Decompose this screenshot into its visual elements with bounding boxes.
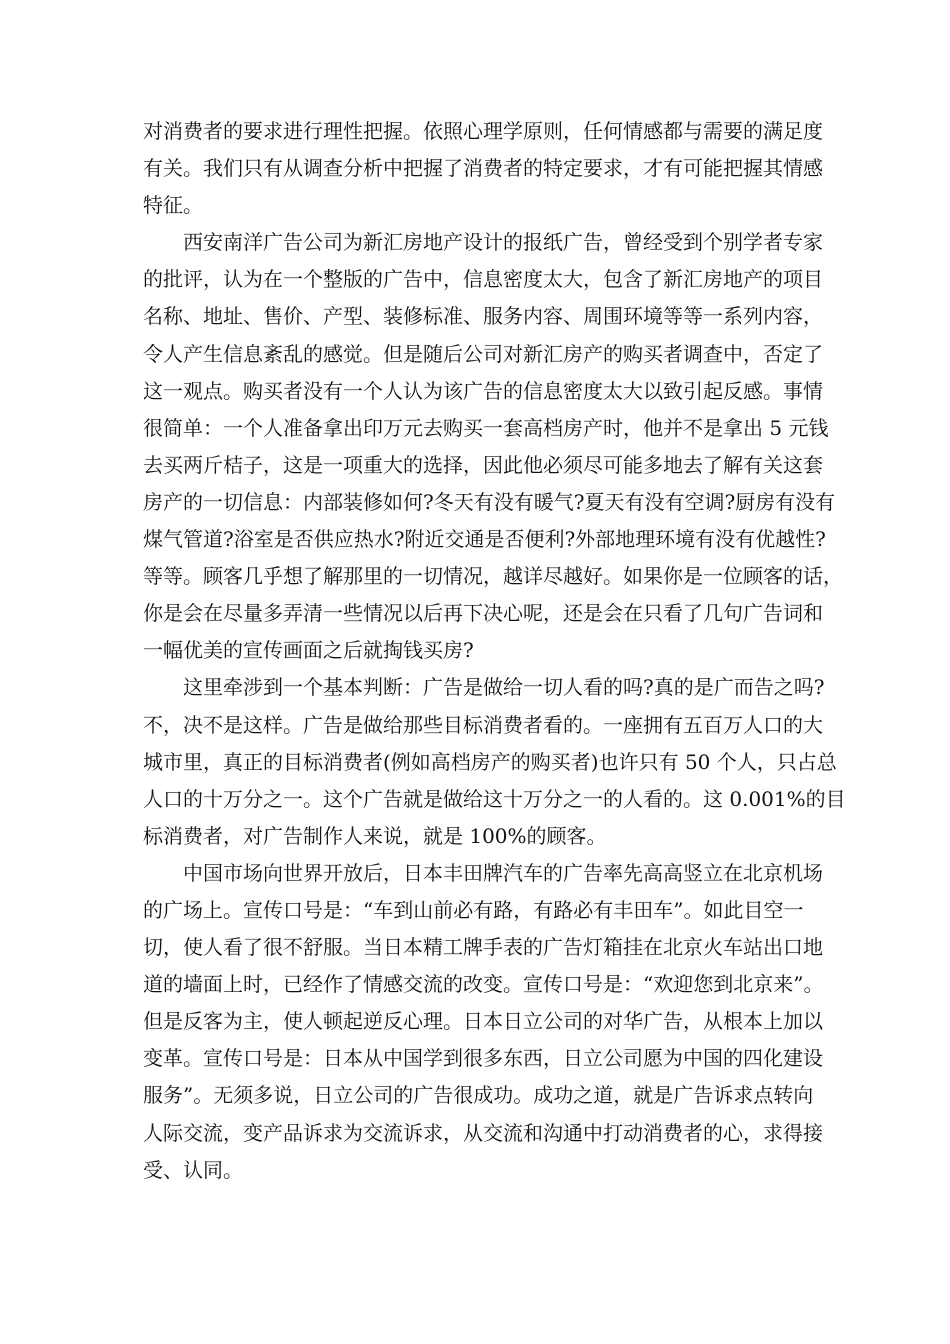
text-line: 中国市场向世界开放后，日本丰田牌汽车的广告率先高高竖立在北京机场: [183, 860, 823, 885]
text-line: 服务”。无须多说，日立公司的广告很成功。成功之道，就是广告诉求点转向: [143, 1083, 814, 1108]
text-line: 的批评，认为在一个整版的广告中，信息密度太大，包含了新汇房地产的项目: [143, 267, 823, 292]
text-line: 有关。我们只有从调查分析中把握了消费者的特定要求，才有可能把握其情感: [143, 156, 823, 181]
text-line: 这一观点。购买者没有一个人认为该广告的信息密度太大以致引起反感。事情: [143, 378, 823, 403]
text-line: 你是会在尽量多弄清一些情况以后再下决心呢，还是会在只看了几句广告词和: [143, 601, 823, 626]
text-line: 受、认同。: [143, 1157, 243, 1182]
text-line: 切，使人看了很不舒服。当日本精工牌手表的广告灯箱挂在北京火车站出口地: [143, 935, 823, 960]
text-line: 人际交流，变产品诉求为交流诉求，从交流和沟通中打动消费者的心，求得接: [143, 1120, 823, 1145]
text-line: 城市里，真正的目标消费者(例如高档房产的购买者)也许只有 50 个人，只占总: [143, 749, 837, 774]
text-line: 标消费者，对广告制作人来说，就是 100%的顾客。: [143, 823, 607, 848]
text-line: 这里牵涉到一个基本判断：广告是做给一切人看的吗?真的是广而告之吗?: [183, 675, 825, 700]
text-line: 令人产生信息紊乱的感觉。但是随后公司对新汇房产的购买者调查中，否定了: [143, 341, 823, 366]
text-line: 但是反客为主，使人顿起逆反心理。日本日立公司的对华广告，从根本上加以: [143, 1009, 823, 1034]
paragraph-2: [143, 224, 843, 669]
paragraph-1: [143, 113, 823, 224]
text-line: 一幅优美的宣传画面之后就掏钱买房?: [143, 638, 474, 663]
text-line: 名称、地址、售价、产型、装修标准、服务内容、周围环境等等一系列内容，: [143, 304, 823, 329]
text-line: 人口的十万分之一。这个广告就是做给这十万分之一的人看的。这 0.001%的目: [143, 786, 846, 811]
text-line: 对消费者的要求进行理性把握。依照心理学原则，任何情感都与需要的满足度: [143, 119, 823, 143]
paragraph-3: [143, 669, 846, 854]
text-line: 的广场上。宣传口号是：“车到山前必有路，有路必有丰田车”。如此目空一: [143, 897, 804, 922]
text-line: 去买两斤桔子，这是一项重大的选择，因此他必须尽可能多地去了解有关这套: [143, 452, 823, 477]
paragraph-4: [143, 855, 823, 1189]
text-line: 变革。宣传口号是：日本从中国学到很多东西，日立公司愿为中国的四化建设: [143, 1046, 823, 1071]
text-line: 很简单：一个人准备拿出印万元去购买一套高档房产时，他并不是拿出 5 元钱: [143, 415, 829, 440]
text-line: 煤气管道?浴室是否供应热水?附近交通是否便利?外部地理环境有没有优越性?: [143, 527, 826, 552]
text-line: 等等。顾客几乎想了解那里的一切情况，越详尽越好。如果你是一位顾客的话，: [143, 564, 843, 589]
text-line: 特征。: [143, 193, 203, 218]
text-line: 不，决不是这样。广告是做给那些目标消费者看的。一座拥有五百万人口的大: [143, 712, 823, 737]
text-line: 西安南洋广告公司为新汇房地产设计的报纸广告，曾经受到个别学者专家: [183, 230, 823, 255]
text-line: 道的墙面上时，已经作了情感交流的改变。宣传口号是：“欢迎您到北京来”。: [143, 972, 824, 997]
text-line: 房产的一切信息：内部装修如何?冬天有没有暖气?夏天有没有空调?厨房有没有: [143, 489, 836, 514]
document-body: [143, 113, 846, 1189]
